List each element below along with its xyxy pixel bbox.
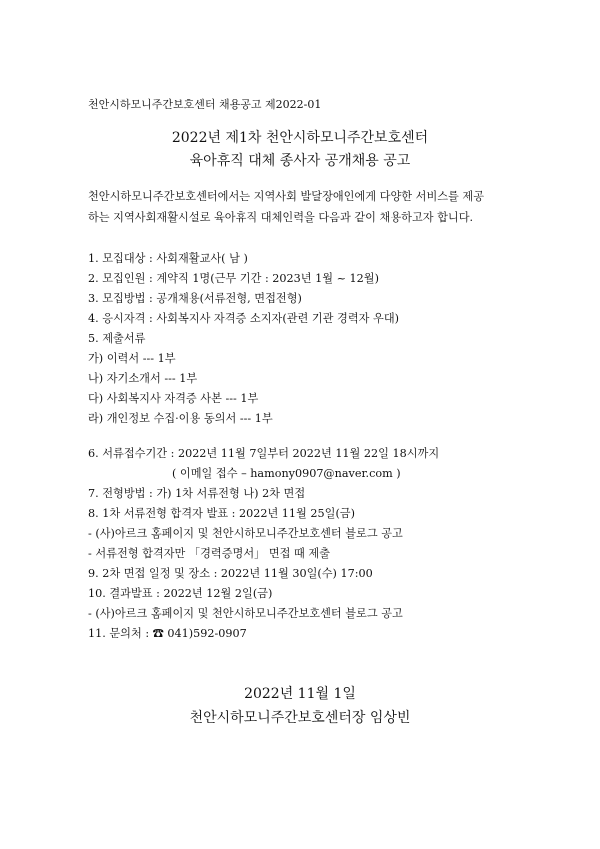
document-item: 다) 사회복지사 자격증 사본 --- 1부 [88,392,259,405]
document-item: 라) 개인정보 수집·이용 동의서 --- 1부 [88,412,273,425]
qualification: 4. 응시자격 : 사회복지사 자격증 소지자(관련 기관 경력자 우대) [88,312,399,325]
final-result-date: 10. 결과발표 : 2022년 12월 2일(금) [88,587,273,600]
final-result-note: - (사)아르크 홈페이지 및 천안시하모니주간보호센터 블로그 공고 [88,607,403,620]
intro-line-1: 천안시하모니주간보호센터에서는 지역사회 발달장애인에게 다양한 서비스를 제공 [88,190,485,203]
notice-date: 2022년 11월 1일 [244,686,356,702]
notice-number: 천안시하모니주간보호센터 채용공고 제2022-01 [88,98,322,111]
recruit-method: 3. 모집방법 : 공개채용(서류전형, 면접전형) [88,292,302,305]
document-item: 가) 이력서 --- 1부 [88,352,176,365]
career-certificate-note: - 서류전형 합격자만 「경력증명서」 면접 때 제출 [88,547,331,560]
intro-line-2: 하는 지역사회재활시설로 육아휴직 대체인력을 다음과 같이 채용하고자 합니다. [88,211,474,224]
application-period: 6. 서류접수기간 : 2022년 11월 7일부터 2022년 11월 22일 18시까지 [88,447,440,460]
first-result-date: 8. 1차 서류전형 합격자 발표 : 2022년 11월 25일(금) [88,507,355,520]
documents-heading: 5. 제출서류 [88,332,146,345]
recruit-target: 1. 모집대상 : 사회재활교사( 남 ) [88,252,248,265]
signature: 천안시하모니주간보호센터장 임상빈 [189,710,411,726]
recruit-count: 2. 모집인원 : 계약직 1명(근무 기간 : 2023년 1월 ~ 12월) [88,272,379,285]
selection-method: 7. 전형방법 : 가) 1차 서류전형 나) 2차 면접 [88,487,306,500]
document-title-line-1: 2022년 제1차 천안시하모니주간보호센터 [171,130,429,146]
document-item: 나) 자기소개서 --- 1부 [88,372,198,385]
contact-info: 11. 문의처 : ☎ 041)592-0907 [88,627,247,640]
document-title-line-2: 육아휴직 대체 종사자 공개채용 공고 [189,153,411,169]
interview-schedule: 9. 2차 면접 일정 및 장소 : 2022년 11월 30일(수) 17:00 [88,567,373,580]
application-email: ( 이메일 접수 – hamony0907@naver.com ) [172,467,401,480]
first-result-note: - (사)아르크 홈페이지 및 천안시하모니주간보호센터 블로그 공고 [88,527,403,540]
